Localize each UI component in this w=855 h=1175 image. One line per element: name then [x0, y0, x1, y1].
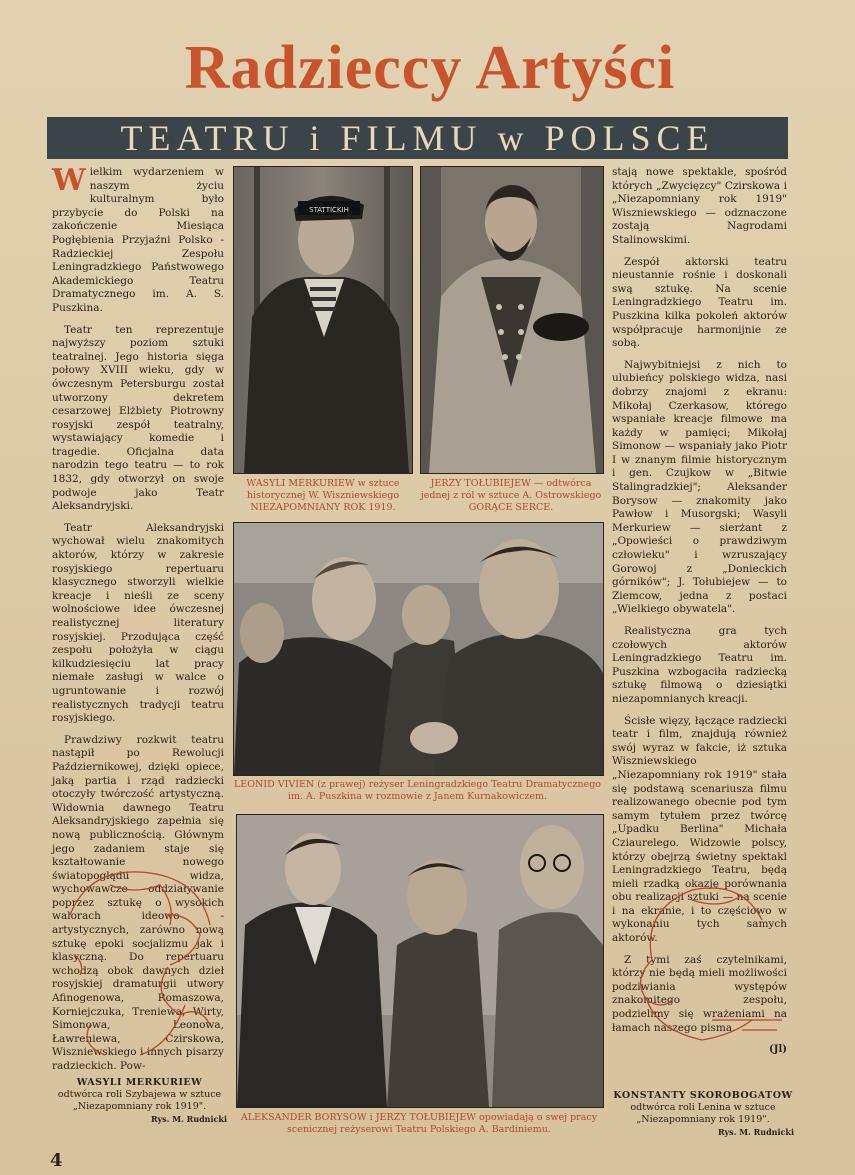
article-paragraph: Z tymi zaś czytelnikami, którzy nie będą mieli możliwości podziwiania występów znakomitego zespołu, podzielimy się wrażeniami na łamach naszego pisma. [612, 953, 787, 1034]
photo-caption: JERZY TOŁUBIEJEW — odtwórca jednej z ról w sztuce A. Ostrowskiego GORĄCE SERCE. [420, 478, 602, 513]
article-paragraph: Ścisłe więzy, łączące radziecki teatr i film, znajdują również swój wyraz w fakcie, iż sztuka Wiszniewskiego „Niezapomniany rok 1919" stała się podstawą scenariusza filmu realizowanego obecnie pod tym samym tytułem przez twórcę „Upadku Berlina" Michała Cziaurelego. Widzowie polscy, którzy obejrzą świetny spektakl Leningradzkiego Teatru, będą mieli rzadką okazję porównania obu realizacji sztuki — na scenie i na ekranie, i to częściowo w wykonaniu tych samych aktorów. [612, 714, 787, 945]
sketch-name: WASYLI MERKURIEW [76, 1077, 203, 1088]
page-title: Radzieccy Artyści [184, 34, 676, 102]
drop-cap: W [52, 163, 86, 198]
sketch-caption-right [612, 1090, 794, 1138]
photo-caption: WASYLI MERKURIEW w sztuce historycznej W. Wiszniewskiego NIEZAPOMNIANY ROK 1919. [246, 478, 400, 513]
sketch-credit: Rys. M. Rudnicki [717, 1127, 794, 1137]
article-paragraph: Realistyczna gra tych czołowych aktorów Leningradzkiego Teatru im. Puszkina wzbogaciła radziecką sztukę filmową o dziesiątki niezapomnianych kreacji. [612, 625, 787, 705]
photo-vivien-kurnakowicz [233, 522, 604, 776]
photo-merkuriew-costume [233, 166, 413, 474]
article-paragraph: Teatr Aleksandryjski wychował wielu znakomitych aktorów, którzy w zakresie rosyjskiego repertuaru klasycznego stworzyli wielkie kreacje i nieśli ze sceny wolnościowe idee ówczesnej realistycznej literatury rosyjskiej. Przodująca część zespołu położyła w ciągu kilkudziesięciu lat pracy niemałe zasługi w walce o ugruntowanie i rozwój realistycznych tradycji teatru rosyjskiego. [52, 521, 224, 725]
sketch-caption-left [52, 1077, 227, 1125]
sketch-merkuriew [50, 855, 230, 1065]
sketch-skorobogatow [612, 870, 792, 1060]
article-paragraph: Wielkim wydarzeniem w naszym życiu kulturalnym było przybycie do Polski na zakończenie Miesiąca Pogłębienia Przyjaźni Polsko - Radzieckiej Zespołu Leningradzkiego Państwowego Akademickiego Teatru Dramatycznego im. A. S. Puszkina. [52, 163, 224, 314]
subtitle-banner: TEATRU i FILMU w POLSCE [47, 117, 788, 159]
author-signature: (Jl) [769, 1044, 787, 1056]
article-paragraph: stają nowe spektakle, spośród których „Zwycięzcy" Czirskowa i „Niezapomniany rok 1919" Wiszniewskiego — odznaczone zostają Nagrodami Stalinowskimi. [612, 166, 787, 246]
cap-ribbon-text: STATTICKIH [309, 206, 349, 214]
sketch-role: odtwórca roli Szybajewa w sztuce „Niezapomniany rok 1919". [57, 1089, 222, 1112]
photo-borysow-tolubiejew [236, 814, 604, 1108]
photo-tolubiejew-costume [420, 166, 604, 474]
article-paragraph: Teatr ten reprezentuje najwyższy poziom sztuki teatralnej. Jego historia sięga połowy XVIII wieku, gdy w ówczesnym Petersburgu został utworzony dekretem cesarzowej Elżbiety Piotrowny rosyjski zespół teatralny, wystawiający komedie i tragedie. Oficjalna data narodzin tego teatru — to rok 1832, gdy otworzył on swoje podwoje jako Teatr Aleksandryjski. [52, 323, 224, 513]
photo-caption: ALEKSANDER BORYSOW i JERZY TOŁUBIEJEW opowiadają o swej pracy scenicznej reżyserowi Teatru Polskiego A. Bardiniemu. [240, 1112, 598, 1135]
page-number: 4 [50, 1150, 63, 1171]
sketch-name: KONSTANTY SKOROBOGATOW [613, 1090, 793, 1101]
article-paragraph: Prawdziwy rozkwit teatru nastąpił po Rewolucji Październikowej, dzięki opiece, jaką partia i rząd radziecki otoczyły twórczość artystyczną. Widownia dawnego Teatru Aleksandryjskiego zapełnia się nową publicznością. Głównym jego zadaniem staje się kształtowanie nowego światopoglądu widza, wychowawcze oddziaływanie poprzez sztukę o wysokich walorach ideowo - artystycznych, zarówno nową sztukę epoki socjalizmu jak i klasyczną. Do repertuaru wchodzą obok dawnych dzieł rosyjskiej dramaturgii utwory Afinogenowa, Romaszowa, Korniejczuka, Treniewa, Wirty, Simonowa, Leonowa, Ławreniewa, Czirskowa, Wiszniewskiego i innych pisarzy radzieckich. Pow- [52, 733, 224, 1072]
sketch-role: odtwórca roli Lenina w sztuce „Niezapomniany rok 1919". [630, 1102, 776, 1125]
photo-caption: LEONID VIVIEN (z prawej) reżyser Leningradzkiego Teatru Dramatycznego im. A. Puszkina w rozmowie z Janem Kurnakowiczem. [233, 779, 601, 802]
article-paragraph: Zespół aktorski teatru nieustannie rośnie i doskonali swą sztukę. Na scenie Leningradzkiego Teatru im. Puszkina kilka pokoleń aktorów współpracuje harmonijnie ze sobą. [612, 255, 787, 350]
article-paragraph: Najwybitniejsi z nich to ulubieńcy polskiego widza, nasi dobrzy znajomi z ekranu: Mikołaj Czerkasow, którego wspaniałe kreacje filmowe ma każdy w pamięci; Mikołaj Simonow — wspaniały jako Piotr I w znanym filmie historycznym i gen. Czujkow w „Bitwie Stalingradzkiej"; Aleksander Borysow — znakomity jako Pawłow i Musorgski; Wasyli Merkuriew — sierżant z „Opowieści o prawdziwym człowieku" i wzruszający Gorowoj z „Donieckich górników"; J. Tołubiejew — to Ziemcow, jedna z postaci „Wielkiego obywatela". [612, 358, 787, 616]
sketch-credit: Rys. M. Rudnicki [150, 1114, 227, 1124]
